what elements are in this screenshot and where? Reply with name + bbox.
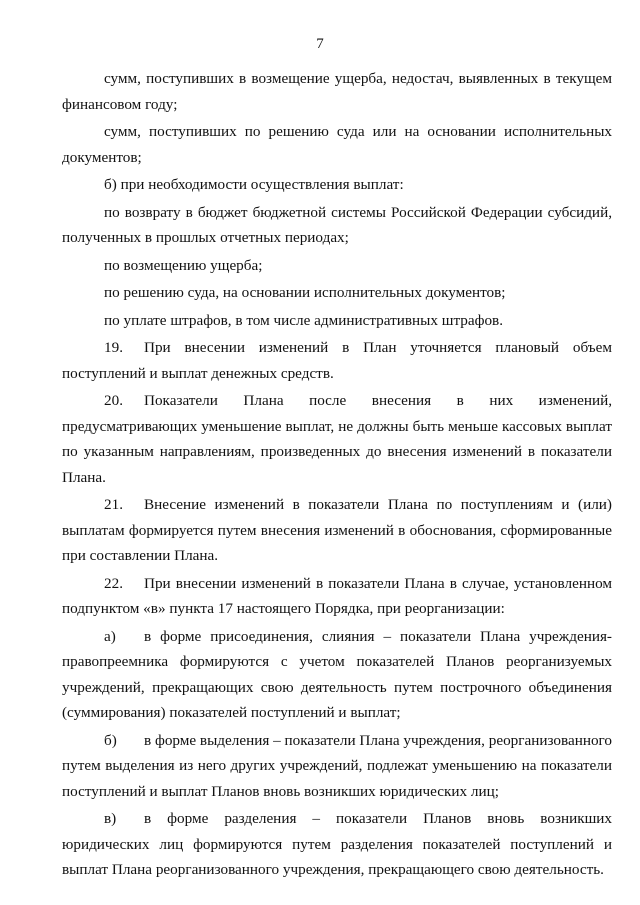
paragraph-number: 22.	[104, 574, 123, 592]
paragraph-text: сумм, поступивших в возмещение ущерба, недостач, выявленных в текущем финансовом году;	[62, 70, 612, 113]
paragraph	[62, 728, 612, 805]
document-body	[62, 66, 612, 885]
paragraph-text: б) при необходимости осуществления выплат:	[104, 176, 404, 193]
paragraph-text: в форме выделения – показатели Плана учреждения, реорганизованного путем выделения из него других учреждений, подлежат уменьшению на показатели поступлений и выплат Планов вновь возникших юридических лиц;	[62, 731, 612, 800]
paragraph	[62, 172, 612, 198]
paragraph-number: б)	[104, 731, 117, 749]
paragraph	[62, 388, 612, 490]
paragraph-text: в форме присоединения, слияния – показатели Плана учреждения-правопреемника формируются с учетом показателей Планов реорганизуемых учреждений, прекращающих свою деятельность путем построчного объединения (суммирования) показателей поступлений и выплат;	[62, 627, 612, 721]
paragraph-number: в)	[104, 810, 117, 827]
paragraph-number: 20.	[104, 392, 123, 409]
paragraph-text: При внесении изменений в План уточняется плановый объем поступлений и выплат денежных средств.	[62, 339, 612, 382]
paragraph	[62, 308, 612, 334]
paragraph-number: а)	[104, 627, 116, 645]
paragraph	[62, 492, 612, 569]
paragraph-text: в форме разделения – показатели Планов вновь возникших юридических лиц формируются путем разделения показателей поступлений и выплат Плана реорганизованного учреждения, прекращающего свою деятельность.	[62, 810, 612, 878]
paragraph-number: 21.	[104, 496, 123, 513]
paragraph-text: по решению суда, на основании исполнительных документов;	[104, 284, 506, 301]
paragraph	[62, 66, 612, 117]
paragraph-number: 19.	[104, 339, 123, 356]
page-number: 7	[316, 36, 324, 52]
paragraph-text: Показатели Плана после внесения в них изменений, предусматривающих уменьшение выплат, не должны быть меньше кассовых выплат по указанным направлениям, произведенных до внесения изменений в показатели Плана.	[62, 392, 612, 486]
paragraph	[62, 624, 612, 726]
paragraph-text: При внесении изменений в показатели Плана в случае, установленном подпунктом «в» пункта 17 настоящего Порядка, при реорганизации:	[62, 574, 612, 617]
paragraph	[62, 253, 612, 279]
paragraph	[62, 571, 612, 622]
paragraph-text: по возврату в бюджет бюджетной системы Российской Федерации субсидий, полученных в прошлых отчетных периодах;	[62, 203, 612, 246]
paragraph	[62, 806, 612, 883]
paragraph-text: Внесение изменений в показатели Плана по поступлениям и (или) выплатам формируется путем внесения изменений в обоснования, сформированные при составлении Плана.	[62, 496, 612, 564]
paragraph-text: сумм, поступивших по решению суда или на основании исполнительных документов;	[62, 123, 612, 166]
paragraph	[62, 200, 612, 251]
paragraph	[62, 335, 612, 386]
paragraph	[62, 119, 612, 170]
paragraph	[62, 280, 612, 306]
paragraph-text: по возмещению ущерба;	[104, 256, 263, 274]
paragraph-text: по уплате штрафов, в том числе административных штрафов.	[104, 311, 504, 329]
